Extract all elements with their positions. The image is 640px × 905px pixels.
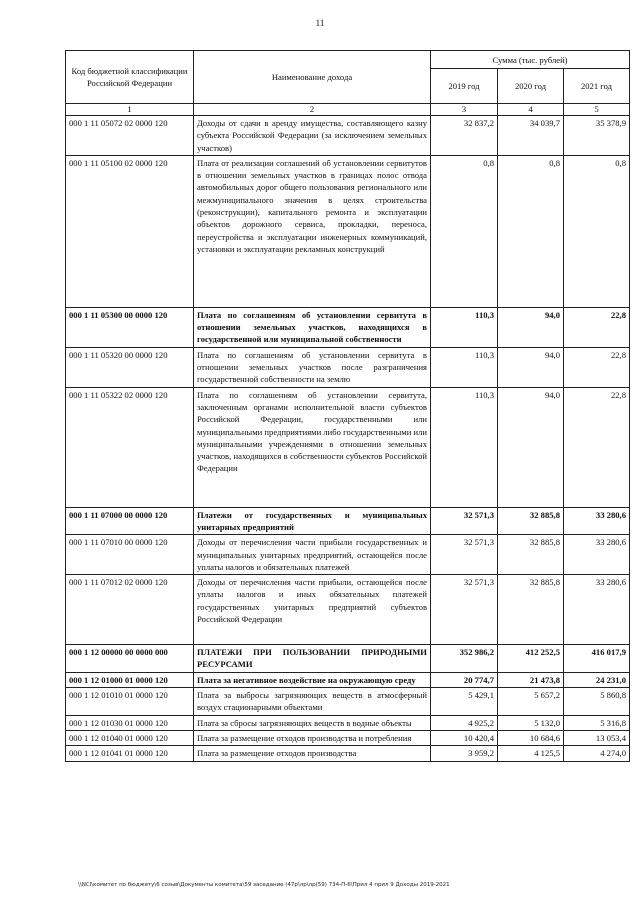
column-number-row <box>66 104 630 116</box>
row-name: Плата по соглашениям об установлении сервитута, заключенным органами исполнительной власти субъектов Российской Федерации, государственными или муниципальными предприятиями либо государственными или муниципальными учреждениями в отношении земельных участков, находящихся в собственности субъектов Российской Федерации <box>194 387 431 507</box>
row-name: Плата за выбросы загрязняющих веществ в атмосферный воздух стационарными объектами <box>194 688 431 716</box>
row-value-2019: 10 420,4 <box>431 730 498 745</box>
row-value-2021: 416 017,9 <box>564 645 630 673</box>
header-year-2021: 2021 год <box>564 69 630 104</box>
row-value-2019: 0,8 <box>431 155 498 307</box>
row-name: Плата за размещение отходов производства <box>194 746 431 761</box>
row-name: Плата за сбросы загрязняющих веществ в водные объекты <box>194 715 431 730</box>
table-row <box>66 507 630 535</box>
row-code: 000 1 12 01010 01 0000 120 <box>66 688 194 716</box>
row-code: 000 1 11 05300 00 0000 120 <box>66 307 194 347</box>
row-value-2021: 5 860,8 <box>564 688 630 716</box>
table-row <box>66 535 630 575</box>
row-code: 000 1 12 01000 01 0000 120 <box>66 672 194 687</box>
row-value-2021: 22,8 <box>564 347 630 387</box>
row-value-2019: 110,3 <box>431 387 498 507</box>
row-value-2019: 32 571,3 <box>431 535 498 575</box>
row-value-2020: 10 684,6 <box>498 730 564 745</box>
row-value-2019: 4 925,2 <box>431 715 498 730</box>
row-value-2020: 32 885,8 <box>498 507 564 535</box>
row-code: 000 1 12 01040 01 0000 120 <box>66 730 194 745</box>
row-code: 000 1 12 00000 00 0000 000 <box>66 645 194 673</box>
header-name: Наименование дохода <box>194 51 431 104</box>
row-name: ПЛАТЕЖИ ПРИ ПОЛЬЗОВАНИИ ПРИРОДНЫМИ РЕСУРСАМИ <box>194 645 431 673</box>
row-code: 000 1 11 05100 02 0000 120 <box>66 155 194 307</box>
row-value-2021: 22,8 <box>564 387 630 507</box>
row-code: 000 1 12 01041 01 0000 120 <box>66 746 194 761</box>
row-value-2020: 32 885,8 <box>498 535 564 575</box>
row-value-2020: 94,0 <box>498 387 564 507</box>
file-path-footer: \\NCI\комитет по бюджету\6 созыв\Документы комитета\59 заседание (47р\лр\лр(59) 734-П-6\Прил 4 прил 9 Доходы 2019-2021 <box>78 882 450 888</box>
row-value-2019: 20 774,7 <box>431 672 498 687</box>
row-value-2019: 32 571,3 <box>431 507 498 535</box>
table-row <box>66 155 630 307</box>
row-value-2021: 33 280,6 <box>564 575 630 645</box>
column-number: 5 <box>564 104 630 116</box>
table-row <box>66 730 630 745</box>
row-code: 000 1 11 05320 00 0000 120 <box>66 347 194 387</box>
revenue-table <box>65 50 630 762</box>
row-name: Платежи от государственных и муниципальных унитарных предприятий <box>194 507 431 535</box>
table-row <box>66 307 630 347</box>
row-name: Плата от реализации соглашений об установлении сервитутов в отношении земельных участков в границах полос отвода автомобильных дорог общего пользования регионального или межмуниципального значения в целях строительства (реконструкции), капитального ремонта и эксплуатации объектов дорожного сервиса, прокладки, переноса, переустройства и эксплуатации инженерных коммуникаций, установки и эксплуатации рекламных конструкций <box>194 155 431 307</box>
row-value-2021: 33 280,6 <box>564 507 630 535</box>
row-code: 000 1 11 07012 02 0000 120 <box>66 575 194 645</box>
row-value-2021: 5 316,8 <box>564 715 630 730</box>
page-number: 11 <box>315 18 325 28</box>
row-value-2020: 5 132,0 <box>498 715 564 730</box>
row-value-2019: 110,3 <box>431 347 498 387</box>
table-row <box>66 116 630 156</box>
row-value-2021: 13 053,4 <box>564 730 630 745</box>
row-name: Доходы от перечисления части прибыли, остающейся после уплаты налогов и иных обязательных платежей государственных унитарных предприятий субъектов Российской Федерации <box>194 575 431 645</box>
row-name: Доходы от перечисления части прибыли государственных и муниципальных унитарных предприятий, остающейся после уплаты налогов и обязательных платежей <box>194 535 431 575</box>
header-year-2020: 2020 год <box>498 69 564 104</box>
row-code: 000 1 11 05072 02 0000 120 <box>66 116 194 156</box>
row-value-2021: 33 280,6 <box>564 535 630 575</box>
row-code: 000 1 11 05322 02 0000 120 <box>66 387 194 507</box>
row-value-2019: 352 986,2 <box>431 645 498 673</box>
header-code: Код бюджетной классификации Российской Федерации <box>66 51 194 104</box>
table-row <box>66 715 630 730</box>
row-value-2020: 94,0 <box>498 347 564 387</box>
row-name: Плата за размещение отходов производства и потребления <box>194 730 431 745</box>
header-row <box>66 51 630 69</box>
row-code: 000 1 12 01030 01 0000 120 <box>66 715 194 730</box>
row-value-2021: 4 274,0 <box>564 746 630 761</box>
row-name: Плата за негативное воздействие на окружающую среду <box>194 672 431 687</box>
row-value-2021: 22,8 <box>564 307 630 347</box>
table-row <box>66 347 630 387</box>
column-number: 3 <box>431 104 498 116</box>
row-name: Плата по соглашениям об установлении сервитута в отношении земельных участков после разграничения государственной собственности на землю <box>194 347 431 387</box>
row-value-2020: 34 039,7 <box>498 116 564 156</box>
column-number: 1 <box>66 104 194 116</box>
row-value-2020: 412 252,5 <box>498 645 564 673</box>
row-value-2020: 4 125,5 <box>498 746 564 761</box>
row-value-2021: 0,8 <box>564 155 630 307</box>
table-row <box>66 746 630 761</box>
table-row <box>66 645 630 673</box>
column-number: 2 <box>194 104 431 116</box>
row-value-2020: 32 885,8 <box>498 575 564 645</box>
row-value-2019: 32 837,2 <box>431 116 498 156</box>
row-value-2021: 35 378,9 <box>564 116 630 156</box>
row-value-2019: 110,3 <box>431 307 498 347</box>
row-code: 000 1 11 07000 00 0000 120 <box>66 507 194 535</box>
row-value-2020: 0,8 <box>498 155 564 307</box>
row-value-2020: 21 473,8 <box>498 672 564 687</box>
row-value-2019: 5 429,1 <box>431 688 498 716</box>
table-row <box>66 387 630 507</box>
row-code: 000 1 11 07010 00 0000 120 <box>66 535 194 575</box>
column-number: 4 <box>498 104 564 116</box>
row-value-2019: 3 959,2 <box>431 746 498 761</box>
row-value-2020: 5 657,2 <box>498 688 564 716</box>
row-name: Доходы от сдачи в аренду имущества, составляющего казну субъекта Российской Федерации (за исключением земельных участков) <box>194 116 431 156</box>
header-sum: Сумма (тыс. рублей) <box>431 51 630 69</box>
row-value-2020: 94,0 <box>498 307 564 347</box>
table-row <box>66 575 630 645</box>
row-name: Плата по соглашениям об установлении сервитута в отношении земельных участков, находящихся в государственной или муниципальной собственности <box>194 307 431 347</box>
table-row <box>66 688 630 716</box>
row-value-2019: 32 571,3 <box>431 575 498 645</box>
header-year-2019: 2019 год <box>431 69 498 104</box>
table-row <box>66 672 630 687</box>
row-value-2021: 24 231,0 <box>564 672 630 687</box>
